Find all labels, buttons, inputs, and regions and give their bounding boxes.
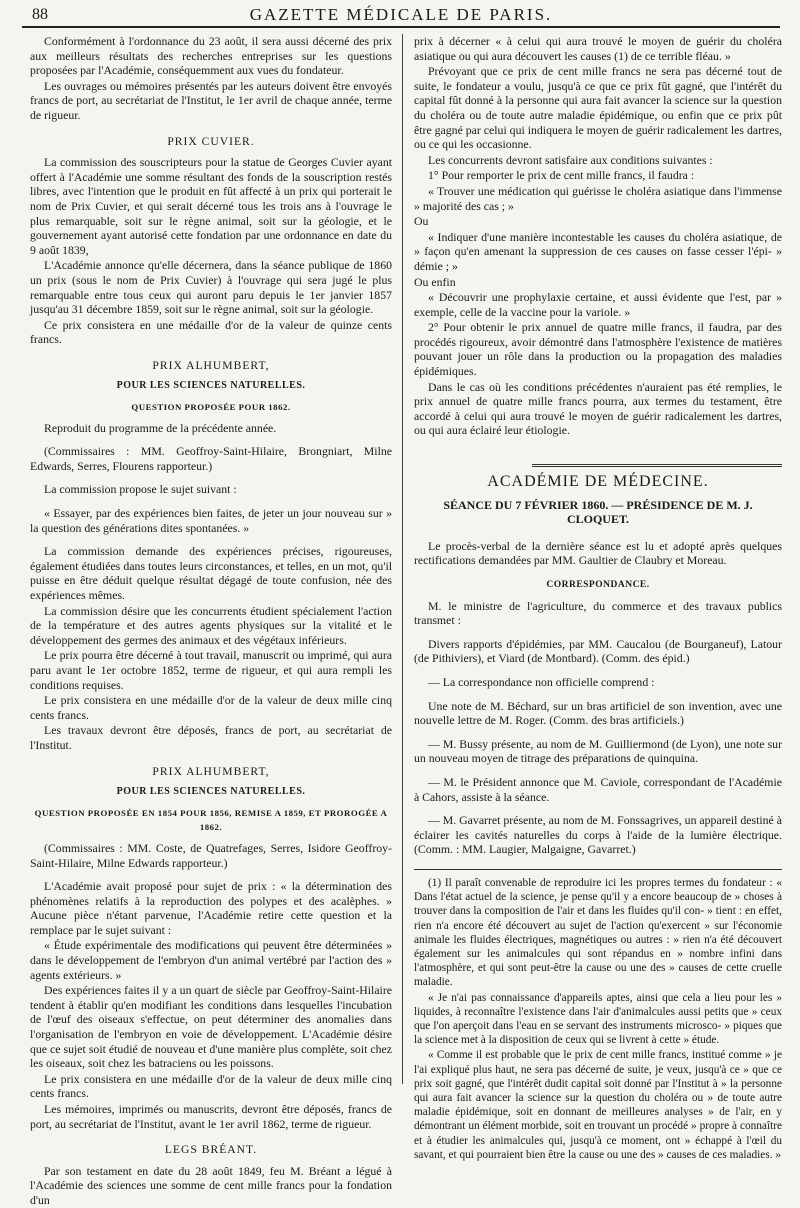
footnote-paragraph: « Je n'ai pas connaissance d'appareils aptes, ainsi que cela a lieu pour les » liquides, à reconnaître l'existence dans l'air d'animalcules aussi petits que » ceux que l'on aperçoit dans l'eau en se servant des instruments microsco- » piques que la science met à la disposition de ceux qui se livrent à cette » étude. bbox=[414, 991, 782, 1047]
paragraph: « Étude expérimentale des modifications qui peuvent être déterminées » dans le développement de l'embryon d'un animal vertébré par l'action des » agents extérieurs. » bbox=[30, 938, 392, 982]
paragraph: « Trouver une médication qui guérisse le choléra asiatique dans l'immense » majorité des cas ; » bbox=[414, 183, 782, 213]
paragraph: Le prix pourra être décerné à tout travail, manuscrit ou imprimé, qui aura paru avant le 1er octobre 1852, terme de rigueur, et qui aura rempli les conditions requises. bbox=[30, 648, 392, 692]
footnote-paragraph: « Comme il est probable que le prix de cent mille francs, institué comme » je l'ai expliqué plus haut, ne sera pas décerné de suite, je veux, jusqu'à ce » que ce prix soit gagné, que l'intérêt dudit capital soit donné par l'Institut à » la personne qui aura fait avancer la science sur la question du choléra ou » de toute autre maladie épidémique, soit en donnant de meilleures analyses » de l'air, en y démontrant un élément morbide, soit en trouvant un procédé » propre à connaître et à étudier les animalcules qui, jusqu'à ce moment, ont » échappé à l'œil du savant, et qui pourraient bien être la cause ou une des » causes de ces maladies. » bbox=[414, 1049, 782, 1161]
footnote bbox=[414, 876, 782, 1162]
paragraph: Les ouvrages ou mémoires présentés par les auteurs doivent être envoyés francs de port, au secrétariat de l'Institut, le 1er avril de chaque année, terme de rigueur. bbox=[30, 78, 392, 122]
paragraph: Reproduit du programme de la précédente année. bbox=[44, 420, 277, 435]
paragraph: « Découvrir une prophylaxie certaine, et aussi évidente que l'est, par » exemple, celle de la vaccine pour la variole. » bbox=[414, 290, 782, 319]
footnote-paragraph: (1) Il paraît convenable de reproduire ici les propres termes du fondateur : « Dans l'état actuel de la science, je pense qu'il y a encore beaucoup de » choses à trouver dans la composition de l'air et dans les fluides qu'il con- » tient : en effet, rien n'a encore été découvert au sujet de l'action qu'exercent » sur l'économie animale les fluides électriques, magnétiques ou autres : » rien n'a été découvert également sur les animalcules qui sont répandus en » nombre infini dans l'atmosphère, et qui sont peut-être la cause ou une des » causes de cette cruelle maladie. bbox=[414, 876, 782, 989]
paragraph: Les travaux devront être déposés, francs de port, au secrétariat de l'Institut. bbox=[30, 723, 392, 752]
commissioners: (Commissaires : MM. Coste, de Quatrefages, Serres, Isidore Geoffroy-Saint-Hilaire, Milne Edwards rapporteur.) bbox=[30, 840, 392, 870]
paragraph: Des expériences faites il y a un quart de siècle par Geoffroy-Saint-Hilaire tendent à établir qu'en modifiant les conditions dans lesquelles l'incubation de l'œuf des oiseaux s'effectue, on peut déterminer des anomalies dans l'organisation de l'embryon en voie de développement. L'Académie désire que ce sujet soit étudié de nouveau et d'une manière plus complète, soit chez les oiseaux, soit chez les batraciens ou les poissons. bbox=[30, 983, 392, 1071]
paragraph: L'Académie annonce qu'elle décernera, dans la séance publique de 1860 un prix (sous le nom de Prix Cuvier) à l'ouvrage qui sera jugé le plus remarquable entre tous ceux qui auront paru depuis le 1er janvier 1857 jusqu'au 31 décembre 1859, soit sur le règne animal, soit sur la géologie. bbox=[30, 258, 392, 317]
left-column bbox=[30, 34, 392, 1207]
paragraph: — M. Gavarret présente, au nom de M. Fonssagrives, un appareil destiné à éclairer les cavités naturelles du corps à l'aide de la lumière électrique. (Comm. : MM. Laugier, Malgaigne, Gavarret.) bbox=[414, 813, 782, 857]
commissioners: (Commissaires : MM. Geoffroy-Saint-Hilaire, Brongniart, Milne Edwards, Serres, Flourens rapporteur.) bbox=[30, 444, 392, 473]
page-header bbox=[22, 4, 780, 28]
paragraph: — La correspondance non officielle comprend : bbox=[428, 674, 655, 689]
paragraph: Par son testament en date du 28 août 1849, feu M. Bréant a légué à l'Académie des sciences une somme de cent mille francs pour la fondation d'un bbox=[30, 1163, 392, 1207]
paragraph: Le procès-verbal de la dernière séance est lu et adopté après quelques rectifications demandées par MM. Gaultier de Claubry et Moreau. bbox=[414, 538, 782, 568]
paragraph: Ou enfin bbox=[414, 274, 456, 289]
footnote-divider bbox=[414, 869, 782, 870]
column-divider bbox=[402, 34, 403, 1084]
paragraph: Dans le cas où les conditions précédentes n'auraient pas été remplies, le prix annuel de quatre mille francs pourra, aux termes du testament, être accordé à celui qui aura trouvé le moyen de guérir radicalement les dartres, ou qui aura éclairé leur étiologie. bbox=[414, 379, 782, 438]
right-column bbox=[414, 34, 782, 1161]
paragraph: Le prix consistera en une médaille d'or de la valeur de deux mille cinq cents francs. bbox=[30, 1071, 392, 1101]
paragraph: L'Académie avait proposé pour sujet de prix : « la détermination des phénomènes relatifs à la reproduction des polypes et des acalèphes. » Aucune pièce n'étant parvenue, l'Académie retire cette question et la remplace par le sujet suivant : bbox=[30, 879, 392, 937]
seance-heading: SÉANCE DU 7 FÉVRIER 1860. — PRÉSIDENCE DE M. J. CLOQUET. bbox=[443, 497, 753, 527]
question-heading: QUESTION PROPOSÉE EN 1854 POUR 1856, REMISE A 1859, ET PROROGÉE A 1862. bbox=[34, 807, 388, 833]
paragraph: Les concurrents devront satisfaire aux conditions suivantes : bbox=[428, 152, 713, 167]
journal-title: GAZETTE MÉDICALE DE PARIS. bbox=[249, 5, 553, 24]
section-heading-prix-alhumbert-2: PRIX ALHUMBERT, bbox=[152, 764, 270, 778]
paragraph: 1° Pour remporter le prix de cent mille francs, il faudra : bbox=[428, 168, 695, 183]
paragraph: « Indiquer d'une manière incontestable les causes du choléra asiatique, de » façon qu'en amenant la suppression de ces causes on fasse cesser l'épi- » démie ; » bbox=[414, 229, 782, 273]
question-heading: QUESTION PROPOSÉE POUR 1862. bbox=[131, 402, 291, 413]
paragraph: Divers rapports d'épidémies, par MM. Caucalou (de Bourganeuf), Latour (de Pithiviers), et Viard (de Montbard). (Comm. des épid.) bbox=[414, 636, 782, 666]
section-heading-prix-alhumbert: PRIX ALHUMBERT, bbox=[152, 358, 270, 372]
paragraph: Prévoyant que ce prix de cent mille francs ne sera pas décerné tout de suite, le fondateur a voulu, jusqu'à ce que ce prix fût gagné, que l'intérêt du capital fût donné à la personne qui aura fait avancer la science sur la question du choléra ou de toute autre maladie épidémique, ou enfin que ce prix pût être gagné par celui qui indiquera le moyen de guérir radicalement les dartres, ou ce qui les occasionne. bbox=[414, 64, 782, 152]
paragraph: Ou bbox=[414, 214, 429, 229]
subheading: POUR LES SCIENCES NATURELLES. bbox=[116, 786, 306, 798]
paragraph: La commission propose le sujet suivant : bbox=[44, 482, 237, 497]
paragraph: « Essayer, par des expériences bien faites, de jeter un jour nouveau sur » la question des générations dites spontanées. » bbox=[30, 506, 392, 535]
paragraph: — M. Bussy présente, au nom de M. Guilliermond (de Lyon), une note sur un nouveau moyen de titrage des préparations de quinquina. bbox=[414, 736, 782, 766]
paragraph: La commission des souscripteurs pour la statue de Georges Cuvier ayant offert à l'Académie une somme résultant des fonds de la souscription restés libres, avec l'intention que le produit en fût affecté à un prix qui porterait le nom de Prix Cuvier, et qui serait décerné tous les trois ans à l'ouvrage le plus remarquable, soit sur le règne animal, soit sur la géologie, et le gouvernement ayant autorisé cette fondation par une ordonnance en date du 9 août 1839, bbox=[30, 155, 392, 257]
paragraph: — M. le Président annonce que M. Caviole, correspondant de l'Académie à Cahors, assiste à la séance. bbox=[414, 774, 782, 804]
subheading: POUR LES SCIENCES NATURELLES. bbox=[116, 380, 306, 392]
page-number: 88 bbox=[32, 6, 48, 23]
correspondance-heading: CORRESPONDANCE. bbox=[546, 580, 650, 590]
paragraph: Les mémoires, imprimés ou manuscrits, devront être déposés, francs de port, au secrétariat de l'Institut, avant le 1er avril 1862, terme de rigueur. bbox=[30, 1102, 392, 1131]
section-heading-academie: ACADÉMIE DE MÉDECINE. bbox=[487, 473, 709, 491]
section-heading-prix-cuvier: PRIX CUVIER. bbox=[167, 134, 255, 148]
paragraph: 2° Pour obtenir le prix annuel de quatre mille francs, il faudra, par des procédés rigoureux, avoir démontré dans l'atmosphère l'existence de matières pouvant jouer un rôle dans la production ou la propagation des maladies épidémiques. bbox=[414, 320, 782, 379]
paragraph: prix à décerner « à celui qui aura trouvé le moyen de guérir du choléra asiatique ou qui aura découvert les causes (1) de ce terrible fléau. » bbox=[414, 34, 782, 63]
section-heading-legs-breant: LEGS BRÉANT. bbox=[164, 1143, 258, 1157]
paragraph: La commission désire que les concurrents étudient spécialement l'action de la température et des autres agents physiques sur la vitalité et le développement des germes des animaux et des végétaux inférieurs. bbox=[30, 603, 392, 647]
paragraph: La commission demande des expériences précises, rigoureuses, également étudiées dans toutes leurs circonstances, et telles, en un mot, qu'il puisse en être déduit quelque résultat dégagé de toute confusion, née des expériences mêmes. bbox=[30, 544, 392, 602]
paragraph: Le prix consistera en une médaille d'or de la valeur de deux mille cinq cents francs. bbox=[30, 693, 392, 722]
paragraph: Conformément à l'ordonnance du 23 août, il sera aussi décerné des prix aux meilleurs résultats des recherches entreprises sur les questions proposées par l'Académie, conséquemment aux vues du fondateur. bbox=[30, 34, 392, 78]
section-divider bbox=[532, 464, 782, 467]
paragraph: Ce prix consistera en une médaille d'or de la valeur de quinze cents francs. bbox=[30, 317, 392, 347]
paragraph: M. le ministre de l'agriculture, du commerce et des travaux publics transmet : bbox=[414, 598, 782, 628]
paragraph: Une note de M. Béchard, sur un bras artificiel de son invention, avec une nouvelle lettre de M. Roger. (Comm. des bras artificiels.) bbox=[414, 698, 782, 728]
